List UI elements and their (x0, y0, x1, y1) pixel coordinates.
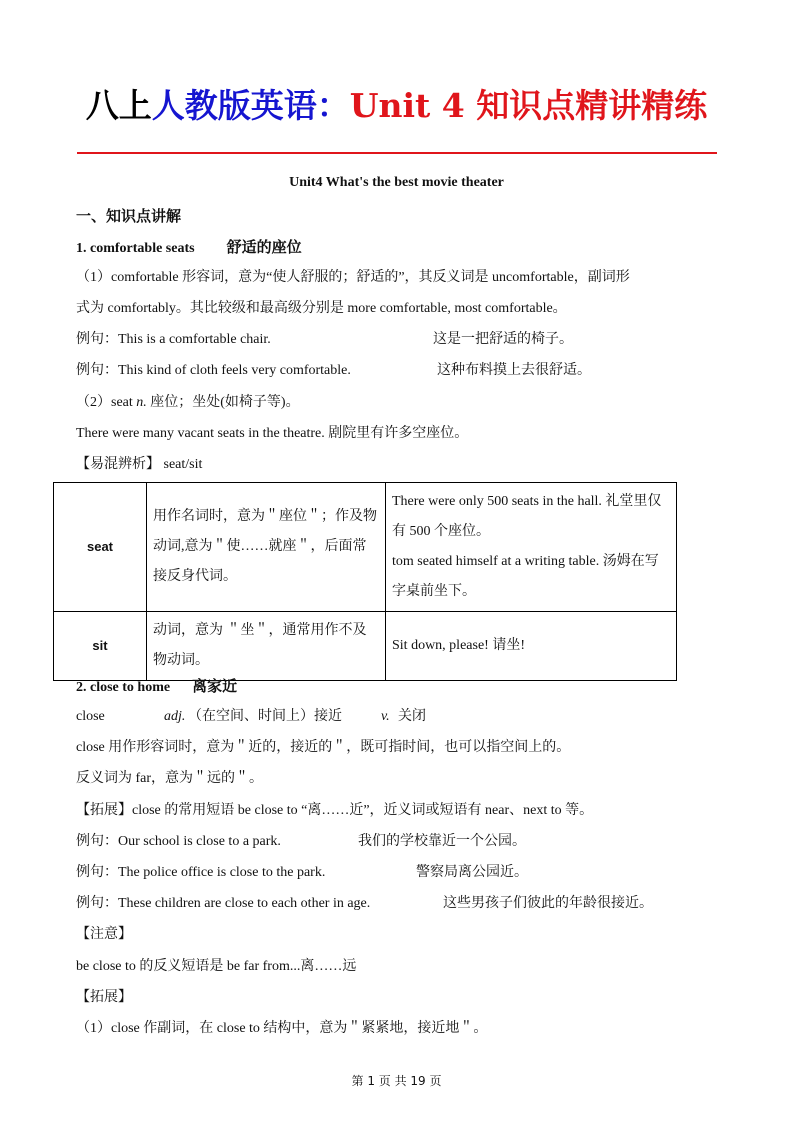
point2-example2 (76, 863, 528, 883)
example-cn: 我们的学校靠近一个公园。 (358, 834, 526, 849)
table-example: tom seated himself at a writing table. 汤姆在写字桌前坐下。 (392, 554, 659, 599)
point1-note1-line1: （1）comfortable 形容词，意为“使人舒服的；舒适的”，其反义词是 uncomfortable，副词形 (76, 270, 630, 285)
table-cell-examples (386, 612, 677, 681)
table-cell-desc: 用作名词时，意为＂座位＂；作及物动词,意为＂使……就座＂，后面常接反身代词。 (147, 483, 386, 612)
point1-example2 (76, 361, 591, 381)
point1-note2 (76, 393, 300, 413)
example-en: 例句：These children are close to each other in age. (76, 896, 371, 911)
title-part-edition: 人教版英语： (151, 86, 350, 125)
expand2-text: （1）close 作副词，在 close to 结构中，意为＂紧紧地，接近地＂。 (76, 1021, 488, 1036)
def-verb: v. (381, 709, 390, 724)
example-en: 例句：This kind of cloth feels very comfortable. (76, 363, 351, 378)
page-footer: 第 1 页 共 19 页 (351, 1074, 442, 1088)
def-adj-text: （在空间、时间上）接近 (188, 709, 342, 724)
point2-heading-cn: 离家近 (192, 677, 238, 695)
def-word: close (76, 709, 105, 724)
title-part-grade: 八上 (85, 86, 152, 125)
table-cell-word: seat (54, 483, 147, 612)
comparison-table (53, 482, 677, 681)
expand2-heading: 【拓展】 (76, 990, 132, 1005)
point2-heading (76, 676, 237, 698)
notice-heading: 【注意】 (76, 927, 132, 942)
point2-definition (76, 707, 426, 727)
example-en: 例句：This is a comfortable chair. (76, 332, 271, 347)
table-example: Sit down, please! 请坐! (392, 638, 525, 653)
title-part-unit: Unit 4 知识点精讲精练 (349, 86, 708, 125)
point2-example1 (76, 832, 526, 852)
point1-heading-en: 1. comfortable seats (76, 241, 195, 256)
title-divider (77, 152, 717, 154)
table-cell-examples (386, 483, 677, 612)
page-title (0, 82, 793, 130)
notice-text: be close to 的反义短语是 be far from...离……远 (76, 959, 357, 974)
example-en: 例句：The police office is close to the park. (76, 865, 326, 880)
point1-heading-cn: 舒适的座位 (226, 238, 302, 256)
note2-pos: n. (136, 395, 147, 410)
example-en: 例句：Our school is close to a park. (76, 834, 281, 849)
point1-example1 (76, 330, 573, 350)
note2-text: （2）seat (76, 395, 137, 410)
point1-heading (76, 237, 302, 259)
point1-note1-line2: 式为 comfortably。其比较级和最高级分别是 more comfortable, most comfortable。 (76, 301, 567, 316)
analysis-heading: 【易混辨析】 seat/sit (76, 457, 203, 472)
point2-example3 (76, 894, 653, 914)
point2-heading-en: 2. close to home (76, 680, 171, 695)
table-row (54, 483, 677, 612)
point2-antonym: 反义词为 far，意为＂远的＂。 (76, 771, 264, 786)
point1-example3: There were many vacant seats in the theatre. 剧院里有许多空座位。 (76, 426, 469, 441)
example-cn: 这种布料摸上去很舒适。 (437, 363, 591, 378)
note2-text-rest: 座位；坐处(如椅子等)。 (146, 395, 300, 410)
table-cell-desc: 动词，意为 ＂坐＂，通常用作不及物动词。 (147, 612, 386, 681)
def-verb-text: 关闭 (398, 709, 426, 724)
example-cn: 警察局离公园近。 (416, 865, 528, 880)
point2-expand: 【拓展】close 的常用短语 be close to “离……近”，近义词或短语有 near、next to 等。 (76, 803, 594, 818)
def-adj: adj. (164, 709, 186, 724)
unit-subtitle: Unit4 What's the best movie theater (289, 175, 504, 190)
example-cn: 这是一把舒适的椅子。 (433, 332, 573, 347)
table-row (54, 612, 677, 681)
table-example: There were only 500 seats in the hall. 礼堂里仅有 500 个座位。 (392, 494, 662, 539)
section-heading: 一、知识点讲解 (76, 207, 182, 225)
example-cn: 这些男孩子们彼此的年龄很接近。 (443, 896, 653, 911)
point2-usage: close 用作形容词时，意为＂近的，接近的＂，既可指时间，也可以指空间上的。 (76, 740, 571, 755)
table-cell-word: sit (54, 612, 147, 681)
